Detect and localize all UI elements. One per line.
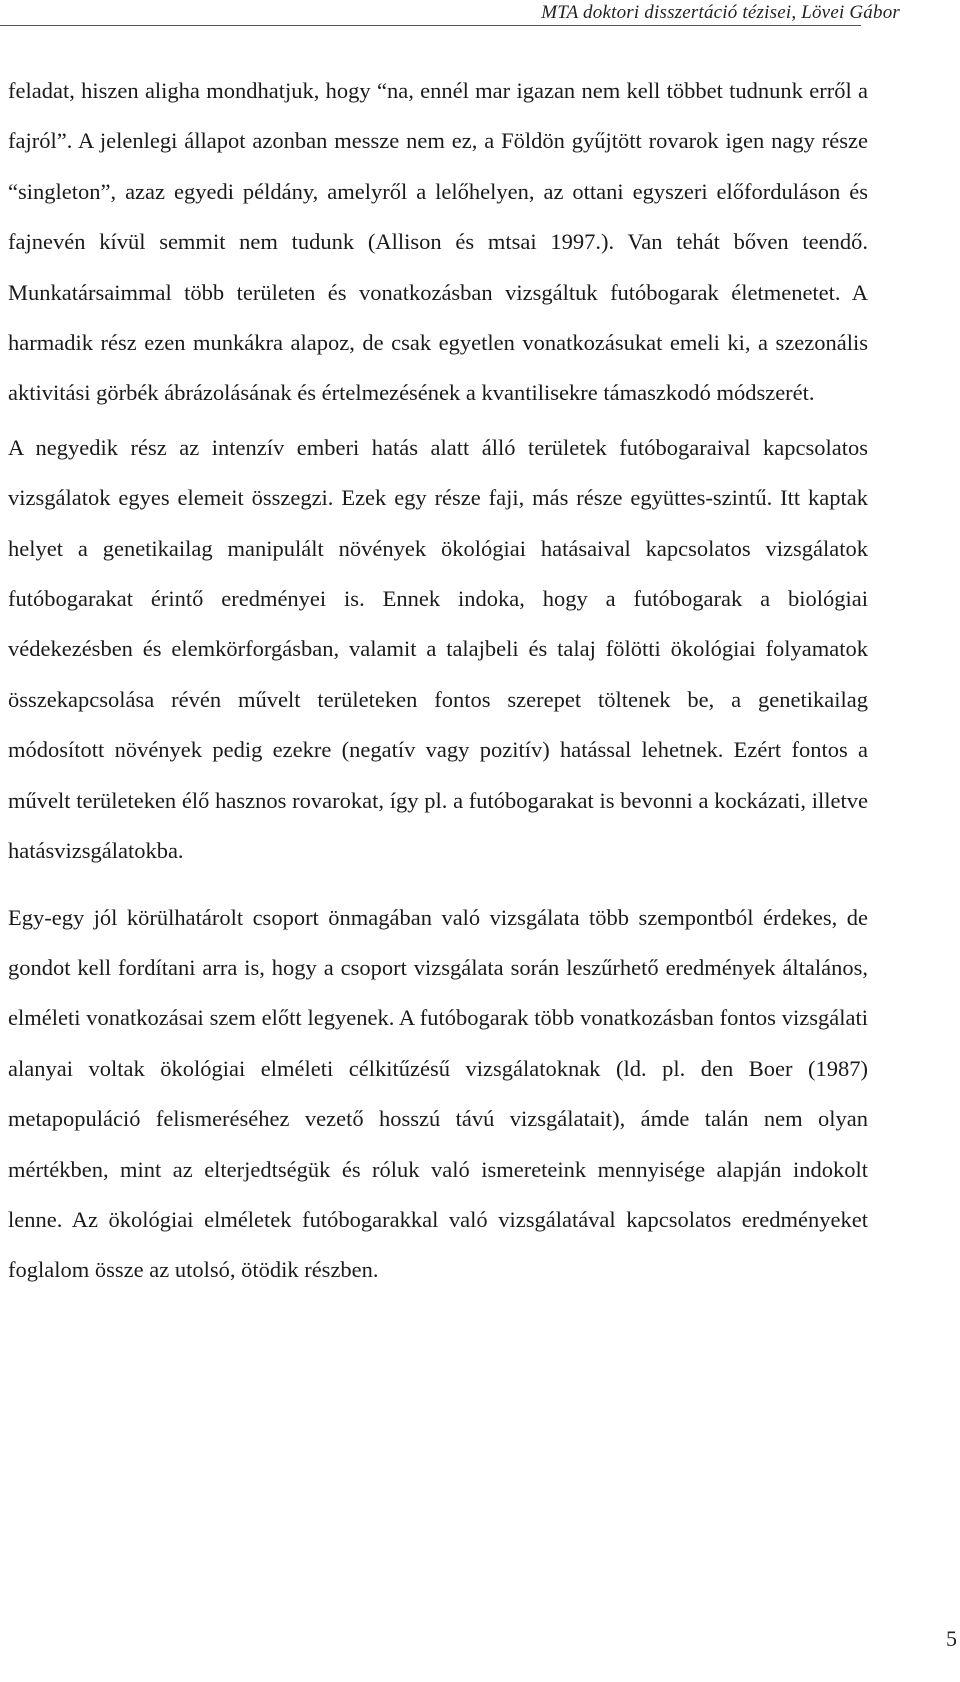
paragraph-2: A negyedik rész az intenzív emberi hatás alatt álló területek futóbogaraival kapcsolatos vizsgálatok egyes elemeit összegzi. Ezek egy része faji, más része együttes-szintű. Itt kaptak helyet a genetikailag manipulált növények ökológiai hatásaival kapcsolatos vizsgálatok futóbogarakat érintő eredményei is. Ennek indoka, hogy a futóbogarak a biológiai védekezésben és elemkörforgásban, valamit a talajbeli és talaj fölötti ökológiai folyamatok összekapcsolása révén művelt területeken fontos szerepet töltenek be, a genetikailag módosított növények pedig ezekre (negatív vagy pozitív) hatással lehetnek. Ezért fontos a művelt területeken élő hasznos rovarokat, így pl. a futóbogarakat is bevonni a kockázati, illetve hatásvizsgálatokba. xyxy=(8,434,868,864)
page-number: 5 xyxy=(946,1626,957,1651)
paragraph-1: feladat, hiszen aligha mondhatjuk, hogy “na, ennél mar igazan nem kell többet tudnunk erről a fajról”. A jelenlegi állapot azonban messze nem ez, a Földön gyűjtött rovarok igen nagy része “singleton”, azaz egyedi példány, amelyről a lelőhelyen, az ottani egyszeri előforduláson és fajnevén kívül semmit nem tudunk (Allison és mtsai 1997.). Van tehát bőven teendő. Munkatársaimmal több területen és vonatkozásban vizsgáltuk futóbogarak életmenetet. A harmadik rész ezen munkákra alapoz, de csak egyetlen vonatkozásukat emeli ki, a szezonális aktivitási görbék ábrázolásának és értelmezésének a kvantilisekre támaszkodó módszerét. xyxy=(8,78,868,406)
running-header-title: MTA doktori disszertáció tézisei, Lövei Gábor xyxy=(541,2,900,23)
body-text xyxy=(8,66,868,1296)
header-divider xyxy=(0,25,861,26)
paragraph-3: Egy-egy jól körülhatárolt csoport önmagában való vizsgálata több szempontból érdekes, de gondot kell fordítani arra is, hogy a csoport vizsgálata során leszűrhető eredmények általános, elméleti vonatkozásai szem előtt legyenek. A futóbogarak több vonatkozásban fontos vizsgálati alanyai voltak ökológiai elméleti célkitűzésű vizsgálatoknak (ld. pl. den Boer (1987) metapopuláció felismeréséhez vezető hosszú távú vizsgálatait), ámde talán nem olyan mértékben, mint az elterjedtségük és róluk való ismereteink mennyisége alapján indokolt lenne. Az ökológiai elméletek futóbogarakkal való vizsgálatával kapcsolatos eredményeket foglalom össze az utolsó, ötödik részben. xyxy=(8,904,868,1283)
